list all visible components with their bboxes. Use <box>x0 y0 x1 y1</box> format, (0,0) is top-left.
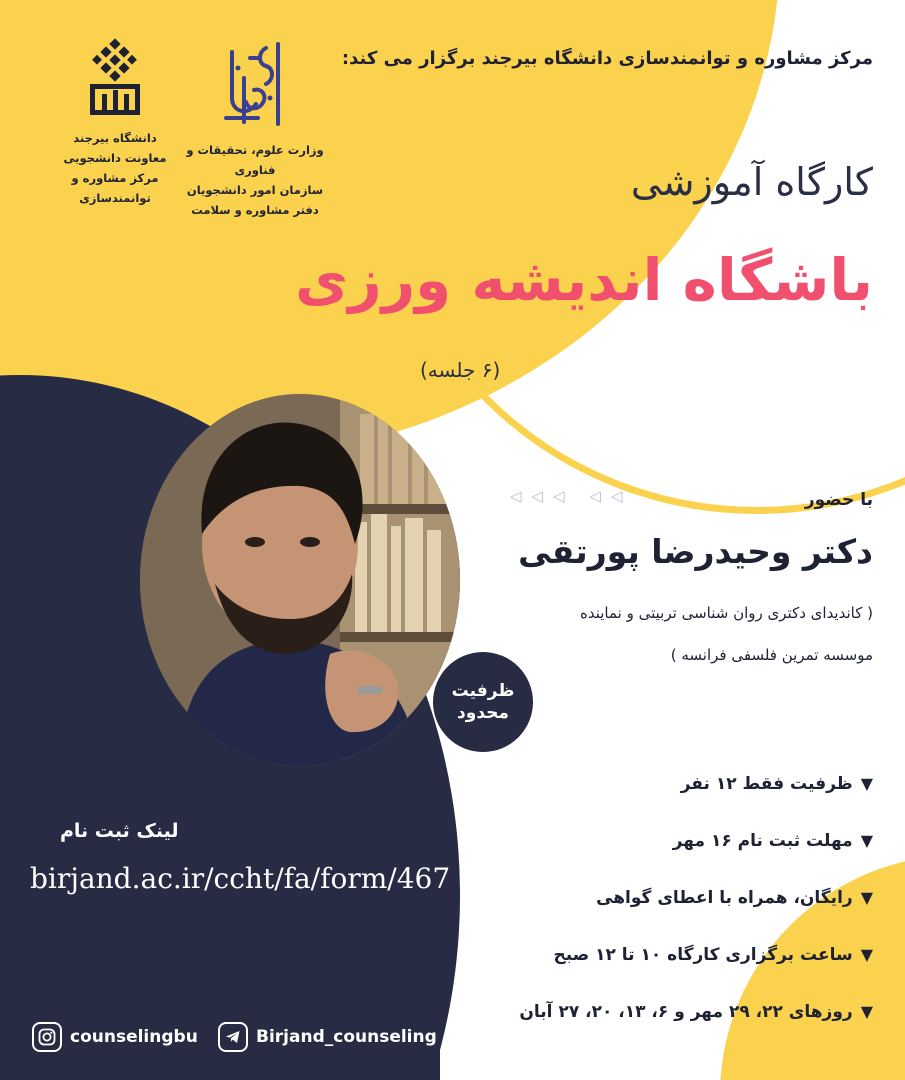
ministry-logo-text <box>170 140 340 220</box>
detail-text: مهلت ثبت نام ۱۶ مهر <box>672 830 853 851</box>
telegram-link[interactable] <box>218 1022 437 1052</box>
logo-text-line: مرکز مشاوره و توانمندسازی <box>71 171 159 205</box>
logo-text-line: دانشگاه بیرجند <box>73 131 157 145</box>
registration-link[interactable]: birjand.ac.ir/ccht/fa/form/467 <box>30 862 451 895</box>
triangle-down-icon: ▼ <box>860 774 873 793</box>
detail-text: ظرفیت فقط ۱۲ نفر <box>680 773 853 794</box>
detail-text: رایگان، همراه با اعطای گواهی <box>596 887 853 908</box>
workshop-subtitle: کارگاه آموزشی <box>630 160 873 204</box>
badge-line: محدود <box>457 703 509 723</box>
logo-text-line: دفتر مشاوره و سلامت <box>191 203 319 217</box>
telegram-handle: Birjand_counseling <box>256 1027 437 1047</box>
detail-item <box>453 812 873 869</box>
description-line: ( کاندیدای دکتری روان شناسی تربیتی و نماینده <box>580 604 873 622</box>
presenter-name: دکتر وحیدرضا پورتقی <box>518 532 873 571</box>
logo-text-line: سازمان امور دانشجویان <box>186 183 324 197</box>
badge-line: ظرفیت <box>451 681 515 701</box>
birjand-logo-text <box>40 128 190 208</box>
ministry-logo-block <box>170 38 340 220</box>
presenter-photo <box>140 394 460 766</box>
triangle-down-icon: ▼ <box>860 945 873 964</box>
triangle-down-icon: ▼ <box>860 888 873 907</box>
workshop-details-list <box>453 755 873 1040</box>
workshop-title: باشگاه اندیشه ورزی <box>295 246 873 314</box>
birjand-logo-block <box>40 38 190 208</box>
description-line: موسسه تمرین فلسفی فرانسه ) <box>670 646 873 664</box>
student-affairs-logo-icon <box>218 38 292 130</box>
triangle-down-icon: ▼ <box>860 1002 873 1021</box>
birjand-university-logo-icon <box>84 38 146 118</box>
sessions-count: (۶ جلسه) <box>420 358 501 382</box>
organizer-line: مرکز مشاوره و توانمندسازی دانشگاه بیرجند برگزار می کند: <box>341 48 873 69</box>
instagram-icon <box>32 1022 62 1052</box>
logo-text-line: معاونت دانشجویی <box>63 151 167 165</box>
instagram-glyph <box>38 1028 56 1046</box>
detail-text: روزهای ۲۲، ۲۹ مهر و ۶، ۱۳، ۲۰، ۲۷ آبان <box>519 1001 853 1022</box>
presenter-portrait-illustration <box>140 394 460 766</box>
detail-item <box>453 983 873 1040</box>
with-presence-label: با حضور <box>804 490 873 510</box>
triangle-down-icon: ▼ <box>860 831 873 850</box>
detail-item <box>453 755 873 812</box>
presenter-description <box>493 592 873 676</box>
logo-text-line: وزارت علوم، تحقیقات و فناوری <box>186 143 324 177</box>
telegram-icon <box>218 1022 248 1052</box>
detail-text: ساعت برگزاری کارگاه ۱۰ تا ۱۲ صبح <box>553 944 853 965</box>
decorative-arrows-icon: ◁◁◁ ◁◁ <box>510 487 633 505</box>
detail-item <box>453 869 873 926</box>
registration-label: لینک ثبت نام <box>60 820 179 842</box>
detail-item <box>453 926 873 983</box>
instagram-handle: counselingbu <box>70 1027 198 1047</box>
instagram-link[interactable] <box>32 1022 198 1052</box>
telegram-glyph <box>224 1028 242 1046</box>
